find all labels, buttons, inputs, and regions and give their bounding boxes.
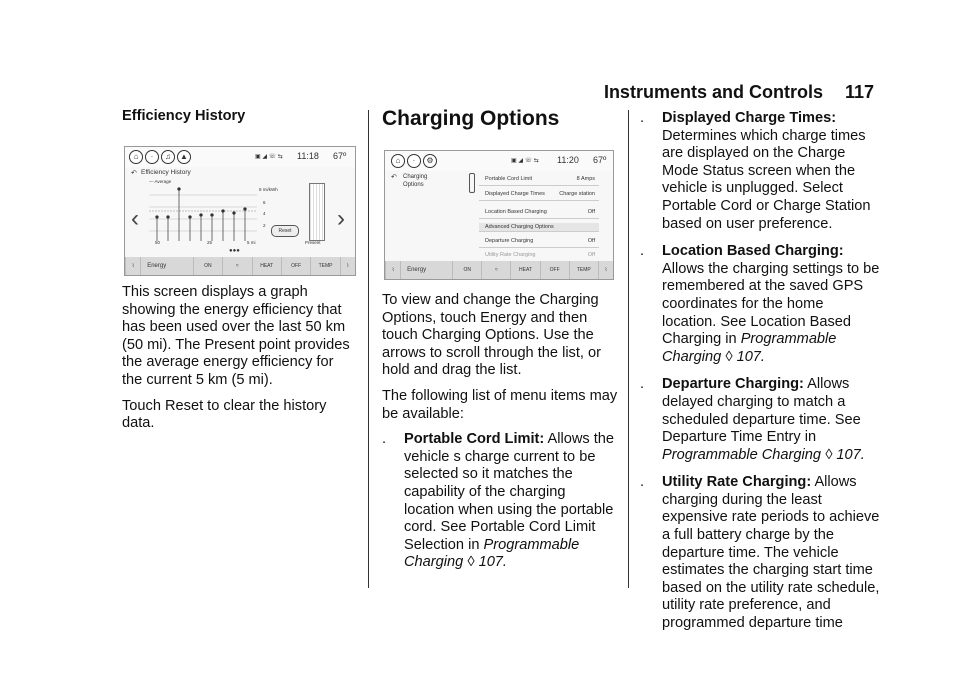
seat-icon[interactable]: ⌇	[598, 261, 613, 279]
clock: 11:18	[297, 151, 319, 161]
climate-control[interactable]: ON	[452, 261, 481, 279]
list-item	[640, 110, 880, 233]
climate-control[interactable]: ≈	[481, 261, 510, 279]
nav-icon: ▲	[177, 150, 191, 164]
item-text: Allows the charging settings to be remembered at the saved GPS coordinates for the home location. See Location Based Charging in	[662, 260, 880, 348]
item-reference: Programmable Charging	[662, 446, 821, 463]
item-page[interactable]: 107.	[836, 446, 865, 463]
scrollbar[interactable]	[469, 173, 475, 193]
column-divider	[628, 110, 629, 588]
back-icon[interactable]: ↶	[391, 174, 397, 181]
item-reference: Programmable Charging	[404, 536, 580, 571]
climate-control[interactable]: ON	[193, 257, 222, 275]
section-heading: Charging Options	[382, 107, 560, 130]
right-arrow-icon[interactable]: ›	[337, 205, 345, 232]
clock: 11:20	[557, 155, 579, 165]
seat-icon[interactable]: ⌇	[340, 257, 355, 275]
page-dots: ●●●	[229, 248, 240, 254]
column-1	[122, 108, 354, 134]
reset-button[interactable]: Reset	[271, 225, 299, 237]
list-item	[640, 376, 880, 464]
screen-status-bar	[385, 151, 613, 171]
screen-status-bar	[125, 147, 355, 167]
item-term: Departure Charging:	[662, 376, 804, 393]
column-3	[640, 110, 880, 643]
menu-row[interactable]: Departure Charging Off	[479, 235, 599, 248]
climate-bar	[385, 261, 613, 279]
charging-options-screen	[384, 150, 614, 280]
page-ref-icon: ◊	[467, 554, 475, 571]
climate-control[interactable]: OFF	[281, 257, 310, 275]
climate-control[interactable]: ≈	[222, 257, 251, 275]
bullet: .	[382, 431, 387, 448]
present-label: Present	[305, 240, 321, 245]
climate-control[interactable]: HEAT	[510, 261, 539, 279]
paragraph: To view and change the Charging Options, touch Energy and then touch Charging Options. Use the arrows to scroll through the list, or hold and drag the list.	[382, 292, 601, 379]
energy-button[interactable]: Energy	[140, 257, 192, 275]
list-item	[640, 243, 880, 366]
page-ref-icon: ◊	[725, 348, 733, 365]
column-2-body	[382, 292, 618, 582]
bullet: .	[640, 110, 645, 126]
home-icon: ⌂	[391, 154, 405, 168]
y-tick: 4	[263, 211, 266, 216]
bullet: .	[640, 376, 645, 393]
section-title: Instruments and Controls	[603, 82, 823, 102]
legend-average: — Average	[149, 179, 172, 184]
energy-button[interactable]: Energy	[400, 261, 452, 279]
item-text: Allows the vehicle s charge current to be selected so it matches the capability of the charging location when using the portable cord. See Portable Cord Limit Selection in	[404, 431, 615, 553]
music-icon: ♫	[161, 150, 175, 164]
item-term: Utility Rate Charging:	[662, 474, 812, 491]
section-heading: Efficiency History	[122, 108, 246, 124]
item-text: Allows delayed charging to match a scheduled departure time. See Departure Time Entry in	[662, 376, 861, 446]
climate-bar	[125, 257, 355, 275]
page-ref-icon: ◊	[825, 446, 833, 463]
units-label: 8 mi/kWh	[259, 187, 278, 192]
signal-icons: ▣ ◢ ☏ ⇆	[255, 154, 283, 160]
item-text: Determines which charge times are displayed on the Charge Mode Status screen when the vehicle is unplugged. Select Portable Cord or Charge Station based on user preference.	[662, 127, 871, 232]
page-header	[582, 82, 874, 103]
item-page[interactable]: 107.	[478, 554, 507, 571]
home-icon: ⌂	[129, 150, 143, 164]
temperature: 67º	[593, 155, 607, 165]
menu-title: Charging Options	[403, 174, 428, 188]
list-item	[382, 431, 618, 572]
column-1-body	[122, 284, 354, 441]
screen-title: Efficiency History	[141, 169, 191, 176]
x-tick: 5 mi	[247, 240, 256, 245]
menu-row[interactable]: Displayed Charge Times Charge station	[479, 188, 599, 201]
seat-icon[interactable]: ⌇	[385, 261, 400, 279]
menu-row[interactable]: Location Based Charging Off	[479, 206, 599, 219]
efficiency-graph	[149, 183, 259, 243]
efficiency-history-screen	[124, 146, 356, 276]
y-tick: 2	[263, 223, 266, 228]
paragraph: The following list of menu items may be available:	[382, 387, 618, 422]
bullet: .	[640, 474, 645, 491]
column-divider	[368, 110, 369, 588]
menu-row[interactable]: Portable Cord Limit 8 Amps	[479, 173, 599, 186]
bullet: .	[640, 243, 645, 260]
paragraph: This screen displays a graph showing the energy efficiency that has been used over the last 50 km (50 mi). The Present point provides the average energy efficiency for the current 5 km (5 mi).	[122, 284, 350, 388]
climate-control[interactable]: OFF	[540, 261, 569, 279]
item-term: Displayed Charge Times:	[662, 110, 837, 126]
climate-control[interactable]: TEMP	[569, 261, 598, 279]
item-text: Allows charging during the least expensive rate periods to achieve a full battery charge by the departure time. The vehicle estimates the charging start time based on the utility rate schedule, utility rate preference, and programmed departure time	[662, 474, 880, 632]
temperature: 67º	[333, 151, 347, 161]
left-arrow-icon[interactable]: ‹	[131, 205, 139, 232]
paragraph: Touch Reset to clear the history data.	[122, 397, 327, 432]
y-tick: 6	[263, 200, 266, 205]
list-item	[640, 474, 880, 632]
menu-row[interactable]: Utility Rate Charging Off	[479, 249, 599, 262]
signal-icons: ▣ ◢ ☏ ⇆	[511, 158, 539, 164]
menu-section-header: Advanced Charging Options	[479, 223, 599, 232]
energy-icon: ·	[407, 154, 421, 168]
climate-control[interactable]: TEMP	[310, 257, 339, 275]
item-term: Portable Cord Limit:	[404, 431, 545, 448]
item-reference: Programmable Charging	[662, 331, 837, 365]
x-tick: 50	[155, 240, 161, 245]
back-icon[interactable]: ↶	[131, 170, 137, 177]
page-number: 117	[844, 82, 874, 102]
item-page[interactable]: 107.	[736, 348, 765, 365]
item-term: Location Based Charging:	[662, 243, 844, 260]
settings-icon: ⚙	[423, 154, 437, 168]
present-bar	[309, 183, 325, 241]
x-tick: 25	[207, 240, 213, 245]
energy-icon: ·	[145, 150, 159, 164]
seat-icon[interactable]: ⌇	[125, 257, 140, 275]
column-2-heading	[382, 108, 622, 136]
climate-control[interactable]: HEAT	[252, 257, 281, 275]
